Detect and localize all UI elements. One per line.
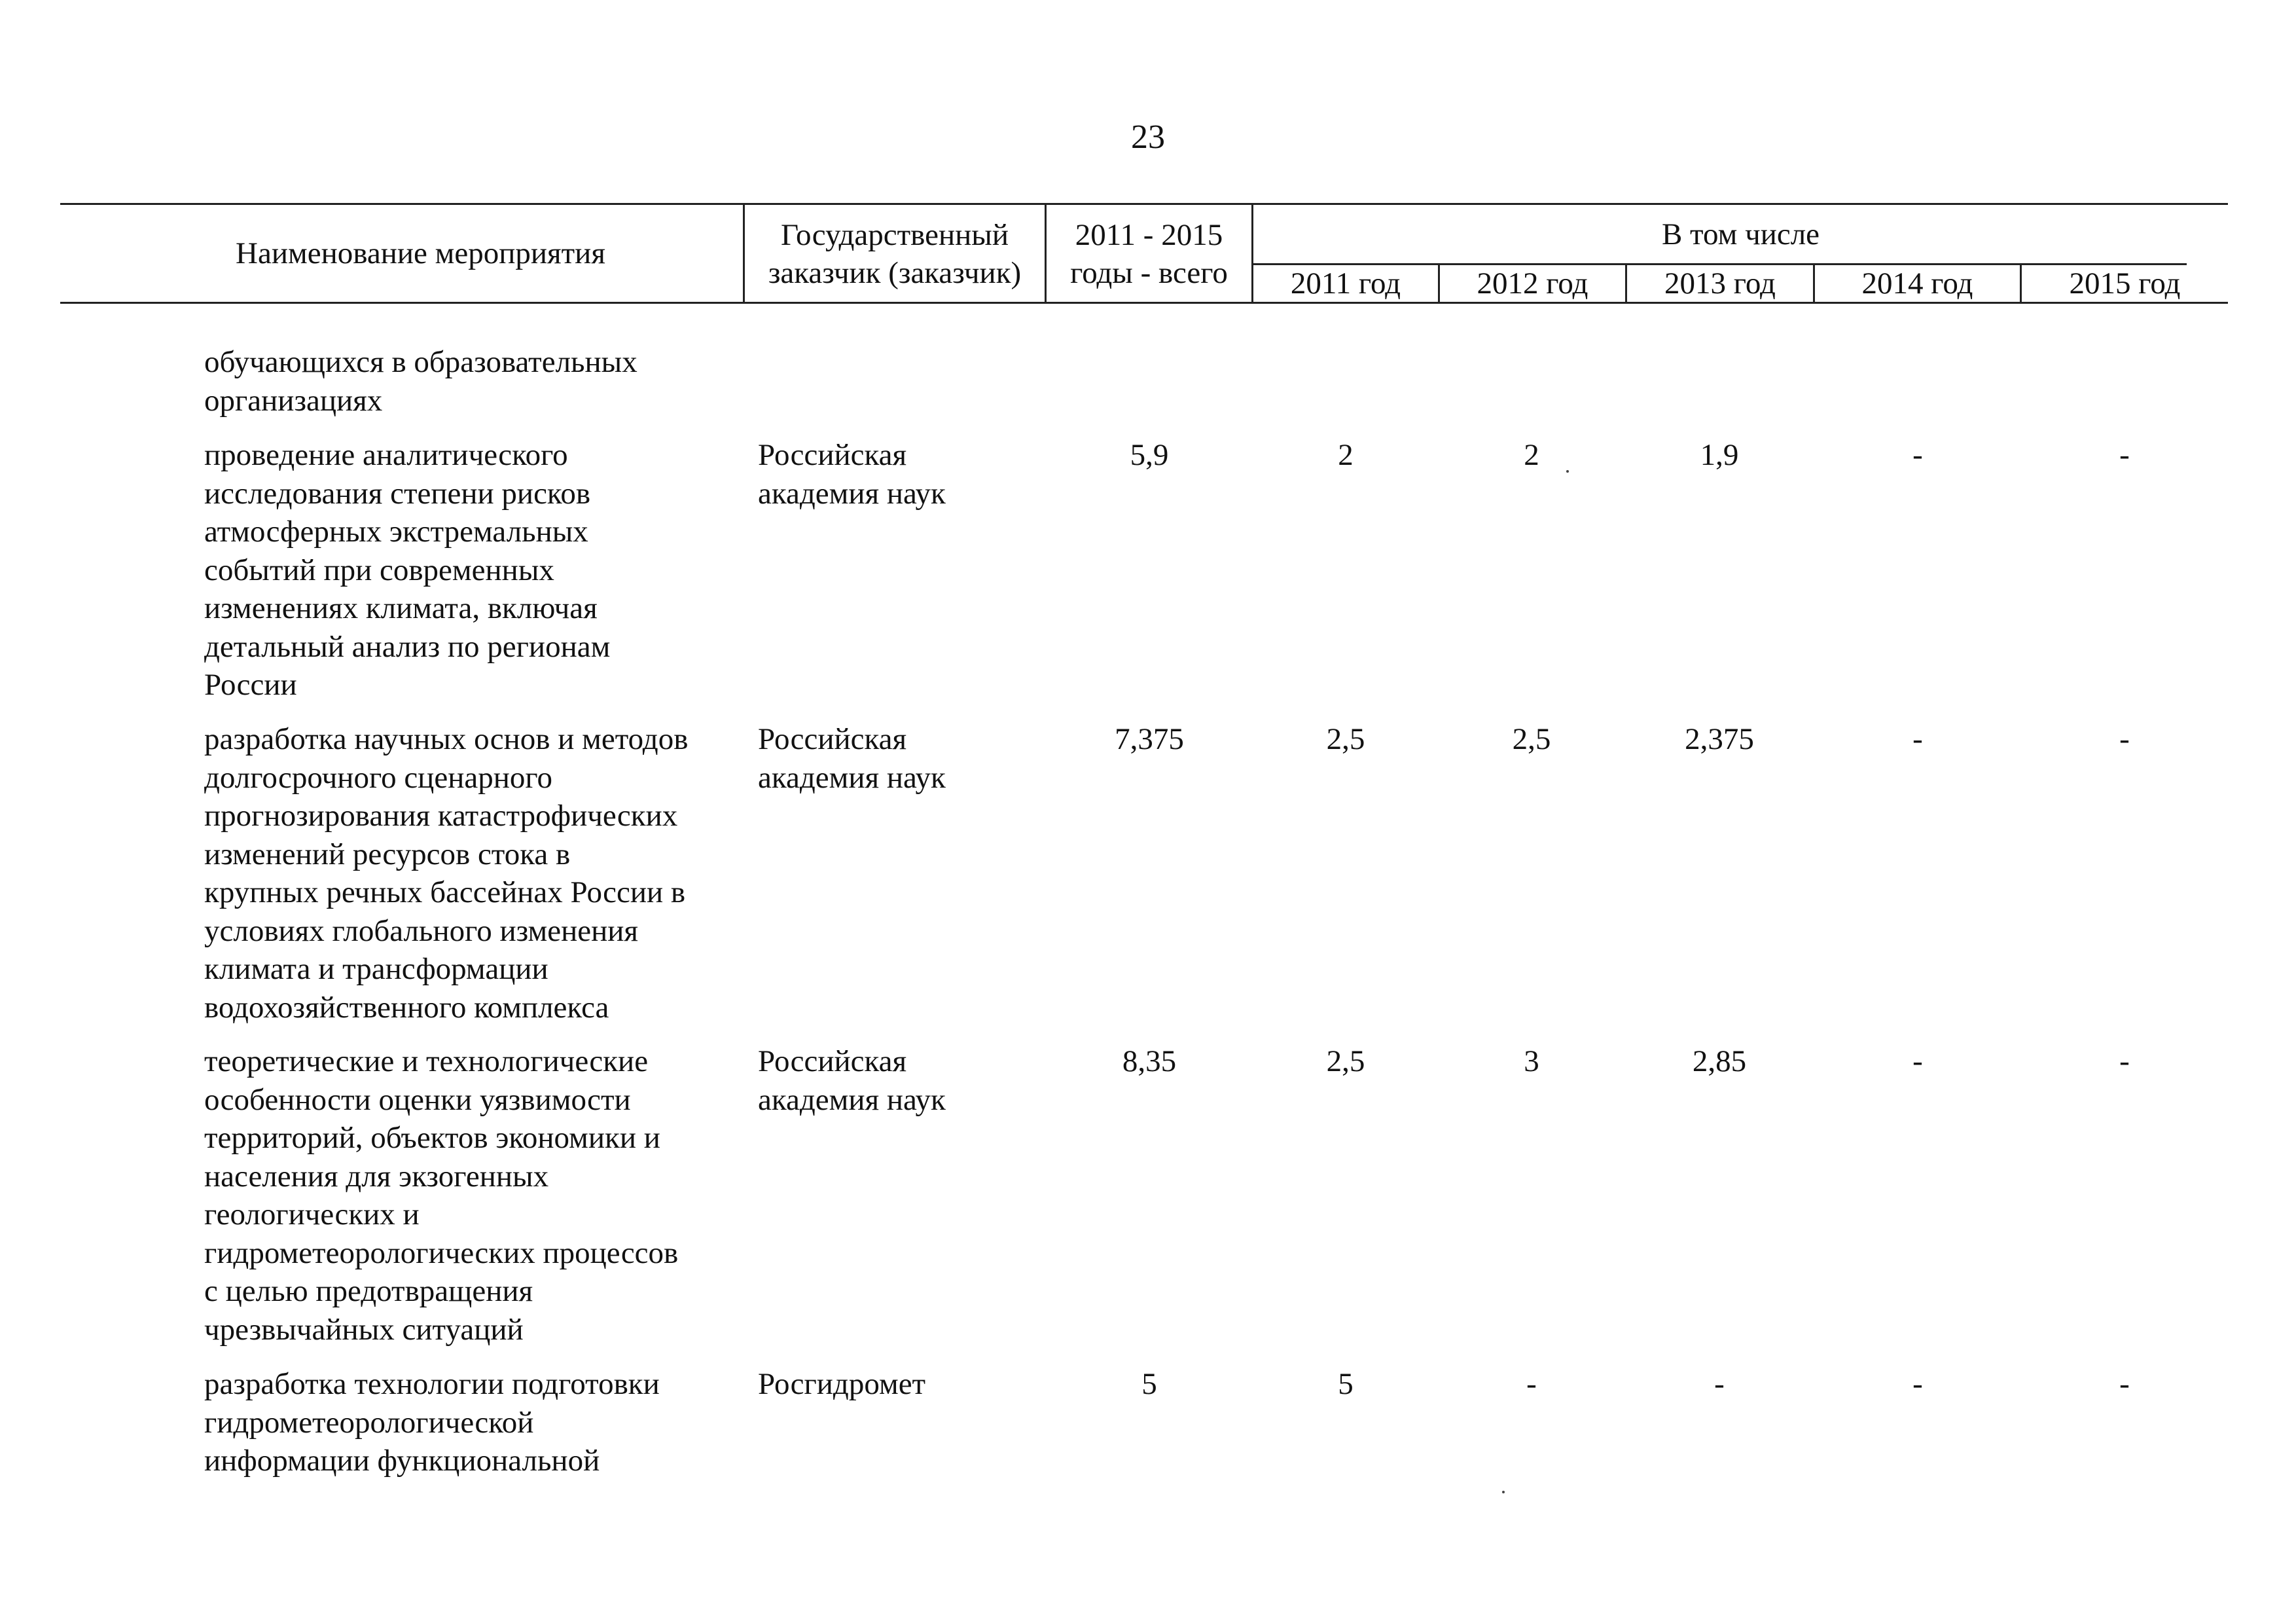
value-2013: 2,375 — [1685, 722, 1754, 756]
value-2014: - — [1912, 1367, 1923, 1401]
header-year-2012: 2012 год — [1477, 266, 1588, 301]
header-year-2015: 2015 год — [2069, 266, 2181, 301]
header-year-2014: 2014 год — [1861, 266, 1973, 301]
total-value: 5,9 — [1130, 438, 1169, 472]
measure-name: проведение аналитического исследования степени рисков атмосферных экстремальных событий при современных изменениях климата, включая детальный анализ по регионам России — [204, 438, 611, 702]
value-2014: - — [1912, 438, 1923, 472]
measure-name: теоретические и технологические особенности оценки уязвимости территорий, объектов экономики и населения для экзогенных геологических и гидрометеорологических процессов с целью предотвращения чрезвычайных ситуаций — [204, 1044, 679, 1347]
header-including — [1253, 205, 2228, 263]
value-2011: 2,5 — [1326, 722, 1365, 756]
header-total — [1047, 210, 1251, 298]
measure-name: обучающихся в образовательных организациях — [204, 345, 637, 418]
value-2011: 2,5 — [1326, 1044, 1365, 1078]
header-name-label: Наименование мероприятия — [236, 236, 605, 270]
customer: Российская академия наук — [758, 438, 946, 511]
header-customer-line2: заказчик (заказчик) — [768, 255, 1022, 290]
header-year-2013: 2013 год — [1664, 266, 1776, 301]
total-value: 5 — [1141, 1367, 1157, 1401]
header-name — [98, 205, 743, 302]
page-number: 23 — [1131, 119, 1165, 156]
scan-speck — [1566, 470, 1569, 473]
value-2011: 2 — [1338, 438, 1354, 472]
total-value: 8,35 — [1122, 1044, 1177, 1078]
value-2013: 1,9 — [1700, 438, 1739, 472]
value-2014: - — [1912, 1044, 1923, 1078]
header-customer — [745, 210, 1045, 298]
measure-name: разработка технологии подготовки гидрометеорологической информации функциональной — [204, 1367, 660, 1478]
customer: Российская академия наук — [758, 1044, 946, 1117]
measure-name: разработка научных основ и методов долгосрочного сценарного прогнозирования катастрофических изменений ресурсов стока в крупных речных бассейнах России в условиях глобального изменения климата и трансформации водохозяйственного комплекса — [204, 722, 689, 1025]
value-2015: - — [2119, 722, 2130, 756]
value-2012: 3 — [1524, 1044, 1539, 1078]
total-value: 7,375 — [1115, 722, 1184, 756]
value-2012: 2 — [1524, 438, 1539, 472]
scan-speck — [1502, 1491, 1505, 1493]
header-total-line2: годы - всего — [1070, 255, 1228, 290]
value-2015: - — [2119, 438, 2130, 472]
value-2015: - — [2119, 1367, 2130, 1401]
customer: Росгидромет — [758, 1367, 926, 1401]
value-2012: 2,5 — [1512, 722, 1551, 756]
value-2013: 2,85 — [1692, 1044, 1747, 1078]
value-2014: - — [1912, 722, 1923, 756]
header-total-line1: 2011 - 2015 — [1075, 217, 1223, 252]
value-2011: 5 — [1338, 1367, 1354, 1401]
header-customer-line1: Государственный — [781, 217, 1009, 252]
header-year-2011: 2011 год — [1290, 266, 1401, 301]
value-2015: - — [2119, 1044, 2130, 1078]
value-2013: - — [1714, 1367, 1725, 1401]
customer: Российская академия наук — [758, 722, 946, 795]
header-including-label: В том числе — [1661, 217, 1820, 251]
value-2012: - — [1526, 1367, 1537, 1401]
